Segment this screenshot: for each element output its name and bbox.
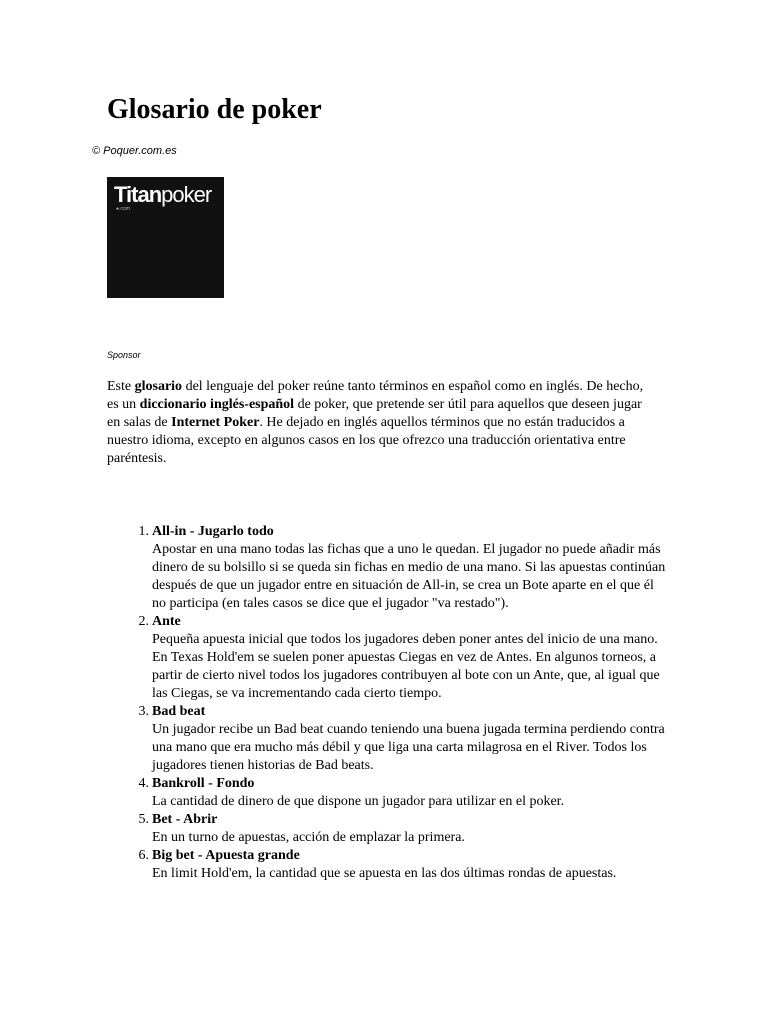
sponsor-label: Sponsor [107,350,141,360]
glossary-entry [107,703,667,775]
intro-bold-diccionario: diccionario inglés-español [139,397,295,412]
entry-number: 6. [138,848,149,863]
entry-number: 2. [138,614,149,629]
entry-term: Ante [152,614,181,629]
glossary-list [107,523,667,883]
entry-number: 4. [138,776,149,791]
intro-text: Este [107,379,135,394]
entry-number: 3. [138,704,149,719]
glossary-entry [107,811,667,847]
entry-term: Bet - Abrir [152,812,218,827]
entry-definition: La cantidad de dinero de que dispone un jugador para utilizar en el poker. [152,794,565,809]
entry-term: Big bet - Apuesta grande [152,848,300,863]
entry-definition: En limit Hold'em, la cantidad que se apuesta en las dos últimas rondas de apuestas. [152,866,617,881]
intro-text: de poker, que pretende ser útil para aquellos que deseen jugar en salas de [107,397,642,430]
copyright-notice: © Poquer.com.es [92,145,177,157]
sponsor-banner[interactable] [107,177,224,298]
entry-definition: Pequeña apuesta inicial que todos los jugadores deben poner antes del inicio de una mano. En Texas Hold'em se suelen poner apuestas Ciegas en vez de Antes. En algunos torneos, a partir de cierto nivel todos los jugadores contribuyen al bote con un Ante, que, al igual que las Ciegas, se va incrementando cada cierto tiempo. [152,632,660,701]
logo-subtext: ●.com [116,206,130,212]
glossary-entry [107,847,667,883]
intro-text: del lenguaje del poker reúne tanto términos en español como en inglés. De hecho, es un [107,379,644,412]
intro-bold-glosario: glosario [134,379,183,394]
entry-term: All-in - Jugarlo todo [152,524,274,539]
glossary-entry [107,613,667,703]
glossary-entry [107,523,667,613]
intro-bold-internet-poker: Internet Poker [171,415,260,430]
entry-definition: Un jugador recibe un Bad beat cuando teniendo una buena jugada termina perdiendo contra una mano que era mucho más débil y que liga una carta milagrosa en el River. Todos los jugadores tienen historias de Bad beats. [152,722,665,773]
entry-definition: Apostar en una mano todas las fichas que a uno le quedan. El jugador no puede añadir más dinero de su bolsillo si se queda sin fichas en medio de una mano. Si las apuestas continúan después de que un jugador entre en situación de All-in, se crea un Bote aparte en el que él no participa (en tales casos se dice que el jugador "va restado"). [152,542,666,611]
entry-term: Bankroll - Fondo [152,776,255,791]
entry-definition: En un turno de apuestas, acción de emplazar la primera. [152,830,465,845]
logo-text-bold: Titan [114,182,162,207]
logo-text-light: poker [161,182,212,207]
entry-term: Bad beat [152,704,206,719]
entry-number: 1. [138,524,149,539]
page-title: Glosario de poker [107,94,322,125]
intro-text: . He dejado en inglés aquellos términos que no están traducidos a nuestro idioma, excepto en algunos casos en los que ofrezco una traducción orientativa entre paréntesis. [107,415,626,466]
glossary-entry [107,775,667,811]
intro-paragraph [107,378,655,468]
titanpoker-logo [114,183,211,207]
entry-number: 5. [138,812,149,827]
